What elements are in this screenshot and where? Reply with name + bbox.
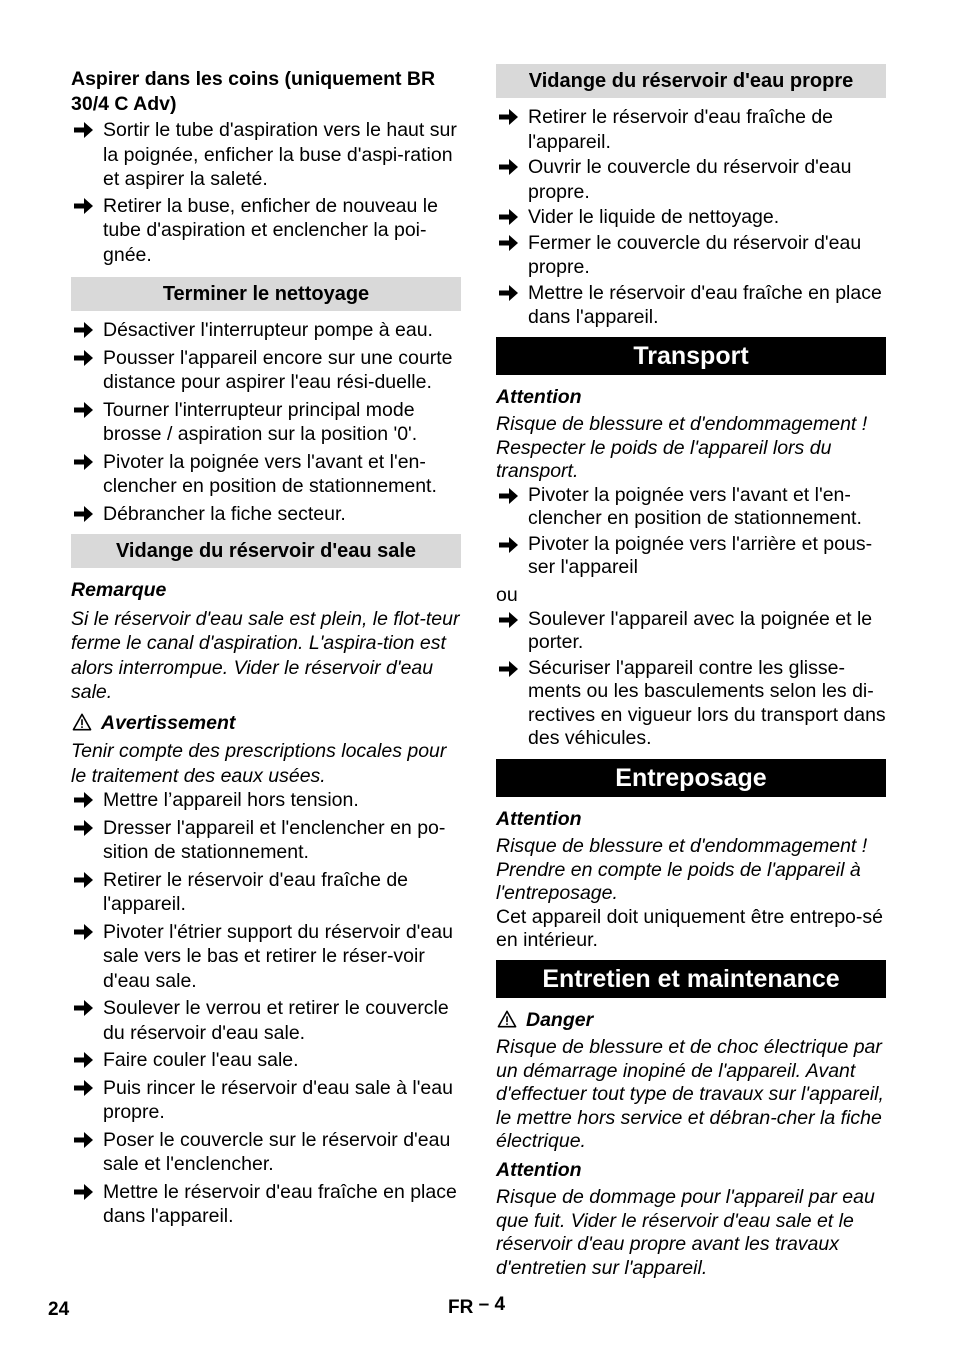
arrow-right-icon — [74, 121, 94, 139]
list-item — [71, 346, 461, 395]
maintenance-attention-text: Risque de dommage pour l'appareil par eau que fuit. Vider le réservoir d'eau sale et le réservoir d'eau propre avant les travaux d'entretien sur l'appareil. — [496, 1186, 875, 1279]
list-item-text: Poser le couvercle sur le réservoir d'eau sale et l'enclencher. — [103, 1128, 451, 1175]
list-item — [71, 1128, 461, 1177]
storage-heading: Entreposage — [496, 759, 886, 797]
storage-attention-label: Attention — [496, 807, 582, 830]
arrow-right-icon — [74, 999, 94, 1017]
arrow-right-icon — [74, 197, 94, 215]
storage-attention-text: Risque de blessure et d'endommagement ! Prendre en compte le poids de l'appareil à l'entreposage. — [496, 835, 868, 904]
finish-cleaning-heading: Terminer le nettoyage — [71, 277, 461, 311]
note-text: Si le réservoir d'eau sale est plein, le flot-teur ferme le canal d'aspiration. L'aspira-tion est alors interrompue. Vider le réservoir d'eau sale. — [71, 607, 460, 703]
list-item-text: Soulever le verrou et retirer le couvercle du réservoir d'eau sale. — [103, 997, 449, 1044]
list-item — [496, 231, 886, 280]
arrow-right-icon — [74, 791, 94, 809]
left-column — [71, 64, 461, 1232]
list-item-text: Désactiver l'interrupteur pompe à eau. — [103, 319, 433, 341]
arrow-right-icon — [499, 108, 519, 126]
clean-steps-list — [496, 105, 886, 330]
list-item — [71, 920, 461, 994]
arrow-right-icon — [74, 1183, 94, 1201]
dirty-steps-list — [71, 788, 461, 1229]
list-item — [71, 1076, 461, 1125]
list-item — [71, 1180, 461, 1229]
finish-steps-list — [71, 318, 461, 526]
list-item — [71, 318, 461, 343]
arrow-right-icon — [499, 487, 519, 505]
list-item — [71, 398, 461, 447]
arrow-right-icon — [74, 1051, 94, 1069]
transport-steps-b — [496, 608, 886, 751]
list-item-text: Sécuriser l'appareil contre les glisse-ments ou les basculements selon les di-rectives en vigueur lors du transport dans des véhicules. — [528, 656, 886, 749]
list-item — [71, 118, 461, 192]
transport-or: ou — [496, 583, 518, 606]
warning-triangle-icon — [496, 1010, 518, 1028]
list-item — [71, 1048, 461, 1073]
clean-water-heading: Vidange du réservoir d'eau propre — [496, 64, 886, 98]
note-label: Remarque — [71, 579, 167, 601]
page-number: 24 — [48, 1299, 70, 1320]
list-item — [496, 155, 886, 204]
list-item-text: Dresser l'appareil et l'enclencher en po-sition de stationnement. — [103, 816, 446, 863]
arrow-right-icon — [499, 284, 519, 302]
danger-text: Risque de blessure et de choc électrique par un démarrage inopiné de l'appareil. Avant d'effectuer tout type de travaux sur l'appareil, le mettre hors service et débran-cher la fiche électrique. — [496, 1036, 884, 1152]
list-item — [71, 816, 461, 865]
warning-label-row — [71, 711, 461, 736]
warning-text: Tenir compte des prescriptions locales pour le traitement des eaux usées. — [71, 740, 447, 787]
list-item — [496, 533, 886, 580]
arrow-right-icon — [74, 321, 94, 339]
arrow-right-icon — [499, 158, 519, 176]
list-item — [71, 868, 461, 917]
list-item-text: Puis rincer le réservoir d'eau sale à l'eau propre. — [103, 1076, 453, 1123]
list-item — [496, 657, 886, 751]
arrow-right-icon — [499, 208, 519, 226]
list-item-text: Mettre l’appareil hors tension. — [103, 789, 359, 811]
corner-vacuum-heading: Aspirer dans les coins (uniquement BR 30/4 C Adv) — [71, 68, 436, 115]
list-item-text: Pousser l'appareil encore sur une courte distance pour aspirer l'eau rési-duelle. — [103, 346, 453, 393]
list-item-text: Ouvrir le couvercle du réservoir d'eau propre. — [528, 156, 852, 203]
list-item-text: Pivoter la poignée vers l'avant et l'en-clencher en position de stationnement. — [528, 483, 862, 529]
arrow-right-icon — [74, 349, 94, 367]
list-item — [71, 450, 461, 499]
danger-label: Danger — [526, 1008, 594, 1031]
transport-attention-text: Risque de blessure et d'endommagement ! Respecter le poids de l'appareil lors du transport. — [496, 413, 868, 482]
warning-triangle-icon — [71, 713, 93, 731]
list-item — [496, 484, 886, 531]
list-item — [71, 194, 461, 268]
list-item-text: Sortir le tube d'aspiration vers le haut sur la poignée, enficher la buse d'aspi-ration et aspirer la saleté. — [103, 119, 457, 190]
arrow-right-icon — [74, 1079, 94, 1097]
list-item — [496, 608, 886, 655]
list-item-text: Retirer le réservoir d'eau fraîche de l'appareil. — [103, 868, 409, 915]
list-item-text: Tourner l'interrupteur principal mode brosse / aspiration sur la position '0'. — [103, 398, 418, 445]
corner-steps-list — [71, 118, 461, 267]
storage-text: Cet appareil doit uniquement être entrepo-sé en intérieur. — [496, 905, 883, 951]
arrow-right-icon — [74, 819, 94, 837]
footer-section — [448, 1296, 505, 1321]
arrow-right-icon — [74, 505, 94, 523]
arrow-right-icon — [499, 611, 519, 629]
right-column — [496, 64, 886, 1280]
arrow-right-icon — [74, 401, 94, 419]
list-item — [71, 502, 461, 527]
warning-label: Avertissement — [101, 711, 236, 734]
arrow-right-icon — [74, 453, 94, 471]
footer-language: FR — [448, 1297, 474, 1318]
list-item — [496, 281, 886, 330]
list-item — [71, 996, 461, 1045]
list-item-text: Vider le liquide de nettoyage. — [528, 206, 780, 228]
footer-section-page: – 4 — [478, 1294, 506, 1315]
maintenance-attention-label: Attention — [496, 1158, 582, 1181]
arrow-right-icon — [74, 923, 94, 941]
list-item-text: Pivoter l'étrier support du réservoir d'eau sale vers le bas et retirer le réser-voir d'eau sale. — [103, 920, 453, 992]
list-item-text: Faire couler l'eau sale. — [103, 1049, 299, 1071]
dirty-water-heading: Vidange du réservoir d'eau sale — [71, 534, 461, 568]
list-item-text: Retirer le réservoir d'eau fraîche de l'appareil. — [528, 106, 834, 153]
transport-heading: Transport — [496, 337, 886, 375]
list-item — [496, 205, 886, 230]
list-item-text: Pivoter la poignée vers l'arrière et pous-ser l'appareil — [528, 532, 873, 578]
list-item-text: Mettre le réservoir d'eau fraîche en place dans l'appareil. — [103, 1180, 457, 1227]
list-item-text: Mettre le réservoir d'eau fraîche en place dans l'appareil. — [528, 281, 882, 328]
arrow-right-icon — [74, 871, 94, 889]
danger-label-row — [496, 1008, 886, 1033]
list-item-text: Fermer le couvercle du réservoir d'eau propre. — [528, 231, 862, 278]
list-item-text: Retirer la buse, enficher de nouveau le tube d'aspiration et enclencher la poi-gnée. — [103, 194, 438, 266]
arrow-right-icon — [499, 536, 519, 554]
transport-steps-a — [496, 484, 886, 580]
list-item — [496, 105, 886, 154]
arrow-right-icon — [499, 234, 519, 252]
maintenance-heading: Entretien et maintenance — [496, 960, 886, 998]
list-item — [71, 788, 461, 813]
arrow-right-icon — [499, 660, 519, 678]
arrow-right-icon — [74, 1131, 94, 1149]
list-item-text: Débrancher la fiche secteur. — [103, 502, 346, 525]
transport-attention-label: Attention — [496, 385, 582, 408]
list-item-text: Soulever l'appareil avec la poignée et le porter. — [528, 607, 873, 653]
list-item-text: Pivoter la poignée vers l'avant et l'en-clencher en position de stationnement. — [103, 450, 437, 497]
